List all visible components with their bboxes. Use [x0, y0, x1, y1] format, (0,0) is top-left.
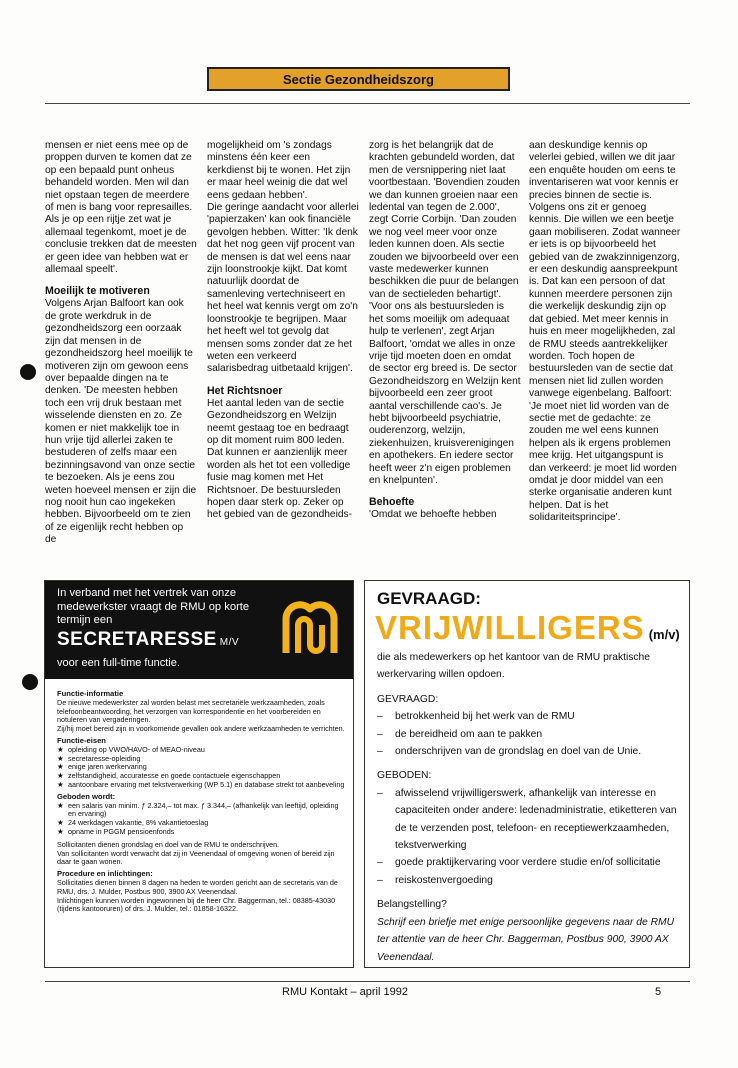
star-icon: ★	[57, 771, 64, 781]
paragraph: mensen er niet eens mee op de proppen durven te komen dat ze op een bepaald punt onheus behandeld worden. Men wil dan niet opstaan tegen de meerdere of men is bang voor represailles. Als je op een rijtje zet wat je allemaal tegenkomt, moet je de conclusie trekken dat de meesten er geen idee van hebben wat er allemaal speelt'.	[45, 140, 197, 276]
bottom-rule	[45, 981, 690, 982]
section-banner	[207, 67, 510, 91]
star-icon: ★	[57, 800, 64, 810]
list-item: ★ secretaresse-opleiding	[57, 753, 141, 763]
rmu-logo-icon	[277, 595, 343, 661]
requirements-heading: GEVRAAGD:	[377, 693, 439, 705]
requirements-list	[57, 746, 347, 790]
offer-heading: GEBODEN:	[377, 770, 432, 782]
list-item: – de bereidheid om aan te pakken	[377, 728, 543, 740]
volunteers-title-suffix: (m/v)	[648, 627, 680, 642]
note-paragraph: Van sollicitanten wordt verwacht dat zij in Veenendaal of omgeving wonen of bereid zijn daar te gaan wonen.	[57, 848, 335, 867]
volunteers-title	[375, 609, 680, 647]
offer-list	[57, 802, 347, 837]
vacancy-ad-header	[45, 581, 353, 679]
volunteers-kicker: GEVRAAGD:	[377, 589, 481, 608]
vacancy-body	[57, 687, 347, 914]
star-icon: ★	[57, 753, 64, 763]
volunteers-body	[377, 649, 679, 966]
interest-heading: Belangstelling?	[377, 899, 447, 911]
article-column-4	[529, 140, 681, 525]
list-item: ★ 24 werkdagen vakantie, 8% vakantietoeslag	[57, 818, 209, 828]
vacancy-intro: In verband met het vertrek van onze medewerkster vraagt de RMU op korte termijn een	[57, 587, 250, 626]
offer-list	[377, 785, 679, 889]
margin-bullet-bottom	[22, 674, 38, 690]
subheading: Het Richtsnoer	[207, 384, 283, 397]
paragraph: Die geringe aandacht voor allerlei 'papierzaken' kan ook financiële gevolgen hebben. Witter: 'Ik denk dat het nog geen vijf procent van de mensen is dat wel eens naar zijn loonstrookje kijkt. Dat komt natuurlijk doordat de samenleving vertechniseert en het heel wat kennis vergt om zo'n loonstrookje te begrijpen. Maar het heeft wel tot gevolg dat mensen soms zonder dat ze het weten een verkeerd salarisbedrag uitbetaald krijgen'.	[207, 202, 359, 375]
interest-text: Schrijf een briefje met enige persoonlijke gegevens naar de RMU ter attentie van de heer Chr. Baggerman, Postbus 900, 3900 AX Veenendaal.	[377, 916, 675, 963]
star-icon: ★	[57, 744, 64, 754]
article-column-3	[369, 140, 521, 522]
procedure-paragraph: Inlichtingen kunnen worden ingewonnen bij de heer Chr. Baggerman, tel.: 08385-43030 (tijdens kantooruren) of drs. J. Mulder, tel.: 01858-16322.	[57, 895, 336, 914]
list-item: ★ opname in PGGM pensioenfonds	[57, 826, 175, 836]
list-item: – betrokkenheid bij het werk van de RMU	[377, 711, 575, 723]
volunteers-title-text: VRIJWILLIGERS	[375, 609, 645, 646]
list-item: – goede praktijkervaring voor verdere studie en/of sollicitatie	[377, 857, 661, 869]
subheading: Behoefte	[369, 496, 415, 509]
paragraph: Volgens Arjan Balfoort kan ook de grote werkdruk in de gezondheidszorg een oorzaak zijn dat mensen in de gezondheidszorg heel moeilijk te motiveren zijn om gewoon eens over bepaalde dingen na te denken. 'De meesten hebben toch een vrij druk bestaan met wisselende diensten en zo. Ze komen er niet makkelijk toe in hun vrije tijd allerlei zaken te bestuderen of zelfs maar een bezinningsavond van onze sectie te bezoeken. Als je eens zou weten hoeveel mensen er zijn die nog nooit hun cao ingekeken hebben. Bijvoorbeeld om te zien of ze eigenlijk recht hebben op de	[45, 298, 197, 546]
article-body	[45, 140, 690, 572]
margin-bullet-top	[20, 364, 36, 380]
star-icon: ★	[57, 762, 64, 772]
list-item: ★ een salaris van minim. ƒ 2.324,– tot max. ƒ 3.344,– (afhankelijk van leeftijd, opleiding en ervaring)	[57, 800, 339, 819]
star-icon: ★	[57, 826, 64, 836]
list-item: ★ aantoonbare ervaring met tekstverwerking (WP 5.1) en database strekt tot aanbeveling	[57, 779, 345, 789]
vacancy-subtitle: voor een full-time functie.	[57, 657, 180, 669]
paragraph: 'Voor ons als bestuursleden is het soms moeilijk om adequaat hulp te verlenen', zegt Arjan Balfoort, 'omdat we alles in onze vrije tijd moeten doen en omdat de sector erg breed is. De sector Gezondheidszorg en Welzijn kent bijvoorbeeld een zeer groot aantal verschillende cao's. Je hebt bijvoorbeeld psychiatrie, ouderenzorg, welzijn, ziekenhuizen, kruisverenigingen en apothekers. En iedere sector heeft weer z'n eigen problemen en knelpunten'.	[369, 301, 521, 486]
paragraph: mogelijkheid om 's zondags minstens één keer een kerkdienst bij te wonen. Het zijn er maar heel weinig die dat wel eens gedaan hebben'.	[207, 140, 351, 201]
paragraph: 'Omdat we behoefte hebben	[369, 509, 497, 521]
requirements-list	[377, 708, 679, 760]
paragraph: Het aantal leden van de sectie Gezondheidszorg en Welzijn neemt gestaag toe en bedraagt op dit moment ruim 800 leden. Dat kunnen er aanzienlijk meer worden als het tot een volledige fusie mag komen met Het Richtsnoer. De bestuursleden hopen daar sterk op. Zeker op het gebied van de gezondheids-	[207, 397, 353, 521]
star-icon: ★	[57, 818, 64, 828]
list-item: – onderschrijven van de grondslag en doel van de Unie.	[377, 746, 642, 758]
footer-publication: RMU Kontakt – april 1992	[282, 986, 408, 998]
page-number: 5	[655, 986, 662, 998]
info-heading: Functie-informatie	[57, 689, 124, 698]
volunteers-ad	[364, 580, 690, 968]
list-item: – afwisselend vrijwilligerswerk, afhankelijk van interesse en capaciteiten onder andere: ledenadministratie, etiketteren van de te verzenden post, telefoon- en receptiewerkzaamheden, tekstverwerking	[377, 787, 677, 852]
vacancy-title	[57, 629, 239, 651]
info-paragraph: De nieuwe medewerkster zal worden belast met secretariële werkzaamheden, zoals telefoonbeantwoording, het verzorgen van korrespondentie en het voorbereiden en notuleren van vergaderingen.	[57, 697, 325, 725]
volunteers-intro: die als medewerkers op het kantoor van de RMU praktische werkervaring willen opdoen.	[377, 652, 650, 681]
vacancy-title-suffix: M/V	[219, 637, 240, 648]
list-item: ★ opleiding op VWO/HAVO- of MEAO-niveau	[57, 744, 205, 754]
procedure-paragraph: Sollicitaties dienen binnen 8 dagen na heden te worden gericht aan de secretaris van de RMU, drs. J. Mulder, Postbus 900, 3900 AX Veenendaal.	[57, 877, 338, 896]
paragraph: aan deskundige kennis op velerlei gebied, willen we dit jaar een enquête houden om eens te inventariseren wat voor kennis er precies binnen de sectie is. Volgens ons zit er genoeg kennis. Die willen we een beetje gaan mobiliseren. Zodat wanneer er iets is op bijvoorbeeld het gebied van de zwakzinnigenzorg, er een deskundig aanspreekpunt is. Dat kan een persoon of dat kunnen meerdere personen zijn die werkelijk deskundig zijn op dat gebied. Met meer kennis in huis en meer mogelijkheden, zal de RMU steeds aantrekkelijker worden. Toch hopen de bestuursleden van de sectie dat mensen niet lid zullen worden vanwege eigenbelang. Balfoort: 'Je moet niet lid worden van de sectie met de gedachte: ze zouden me wel eens kunnen helpen als ik ergens problemen mee krijg. Het uitgangspunt is dan verkeerd: je moet lid worden omdat je door middel van een sterke organisatie anderen kunt helpen. Dat is het solidariteitsprincipe'.	[529, 140, 681, 524]
list-item: ★ enige jaren werkervaring	[57, 762, 147, 772]
vacancy-title-text: SECRETARESSE	[57, 629, 217, 650]
subheading: Moeilijk te motiveren	[45, 285, 150, 298]
list-item: ★ zelfstandigheid, accuratesse en goede contactuele eigenschappen	[57, 771, 281, 781]
offer-heading: Geboden wordt:	[57, 791, 116, 801]
section-title: Sectie Gezondheidszorg	[283, 71, 434, 87]
info-paragraph: Zij/hij moet bereid zijn in voorkomende gevallen ook andere werkzaamheden te verrichten.	[57, 724, 345, 734]
note-paragraph: Sollicitanten dienen grondslag en doel van de RMU te onderschrijven.	[57, 839, 280, 849]
vacancy-ad-secretaresse	[44, 580, 354, 968]
article-column-2	[207, 140, 359, 522]
list-item: – reiskostenvergoeding	[377, 874, 493, 886]
top-rule	[45, 103, 690, 104]
paragraph: zorg is het belangrijk dat de krachten gebundeld worden, dat men de versnippering niet laat voortbestaan. 'Bovendien zouden we dan kunnen groeien naar een ledental van tegen de 2.000', zegt Corrie Corbijn. 'Dan zouden we nog veel meer voor onze leden kunnen doen. Als sectie zouden we bijvoorbeeld over een vaste medewerker kunnen beschikken die puur de belangen van de sectieleden behartigt'.	[369, 140, 520, 300]
requirements-heading: Functie-eisen	[57, 735, 106, 745]
procedure-heading: Procedure en inlichtingen:	[57, 869, 153, 879]
star-icon: ★	[57, 779, 64, 789]
article-column-1	[45, 140, 197, 547]
